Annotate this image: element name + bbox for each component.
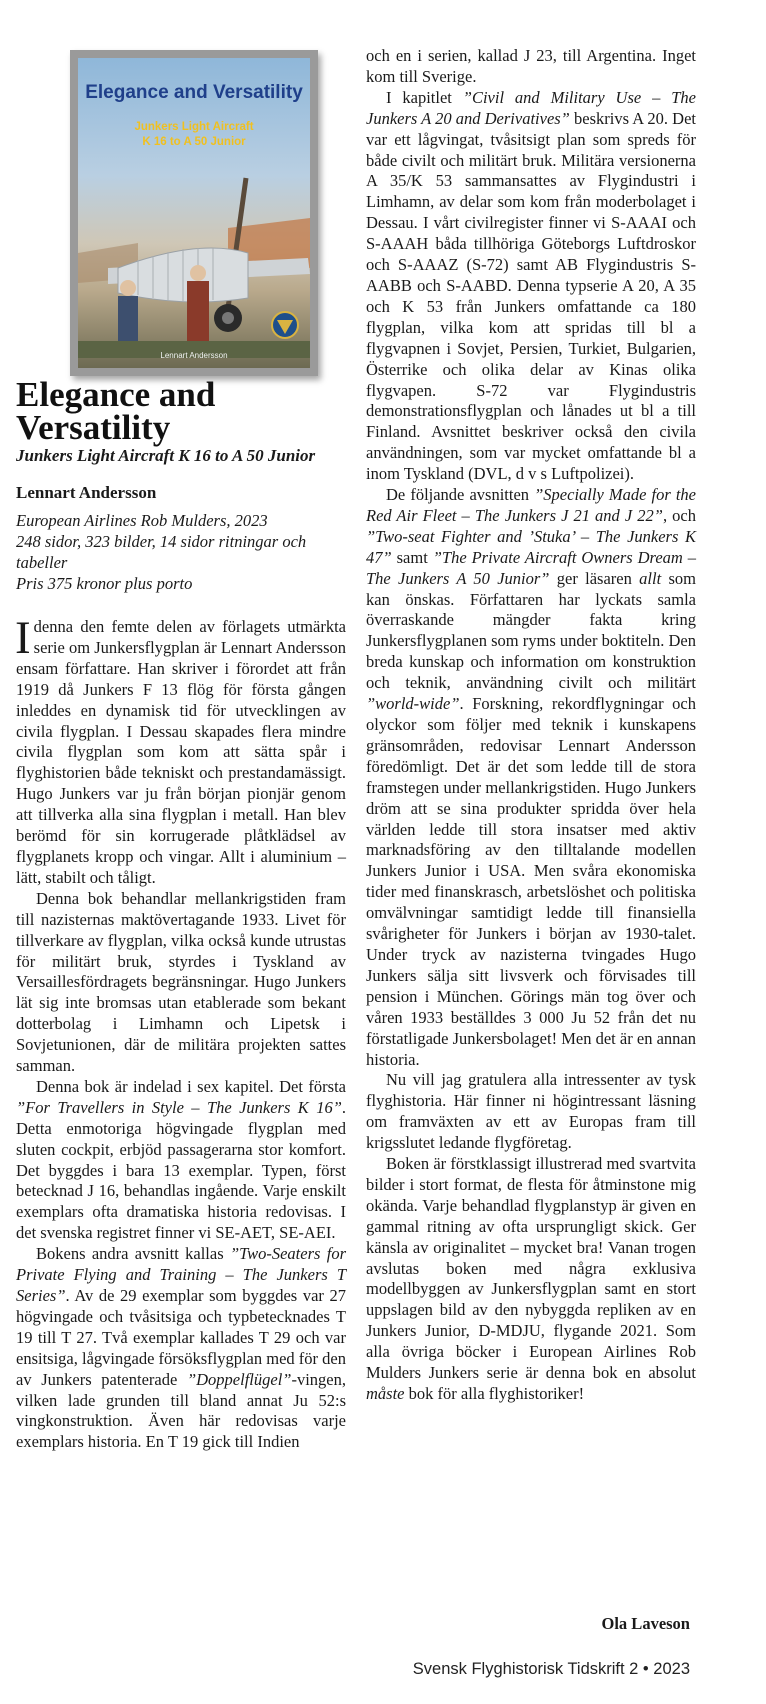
review-title-line2: Versatility [16, 408, 171, 447]
price: Pris 375 kronor plus porto [16, 574, 193, 593]
extent: 248 sidor, 323 bilder, 14 sidor ritningar och tabeller [16, 532, 307, 572]
paragraph: Boken är förstklassigt illustrerad med svartvita bilder i stort format, de flesta för åtminstone mig okända. Varje behandlad flygplanstyp är given en gammal ritning av ofta ursprungligt skick. Ger känsla av originalitet – mycket bra! Vanan trogen avslutas boken med några exklusiva modellbyggen av Junkersflygplan samt en stort uppslagen bild av den nybyggda repliken av en Junkers Junior, D-MDJU, flygande 2021. Som alla övriga böcker i European Airlines Rob Mulders Junkers serie är denna bok en absolut måste bok för alla flyghistoriker! [366, 1154, 696, 1403]
review-author: Lennart Andersson [16, 483, 157, 502]
review-title-line1: Elegance and [16, 375, 216, 414]
book-cover-image [70, 50, 318, 376]
junkers-emblem-icon [270, 310, 300, 340]
paragraph: De följande avsnitten ”Specially Made for the Red Air Fleet – The Junkers J 21 and J 22”, och ”Two-seat Fighter and ’Stuka’ – The Junkers K 47” samt ”The Private Aircraft Owners Dream – The Junkers A 50 Junior” ger läsaren allt som kan önskas. Författaren har lyckats samla överraskande mängder fakta kring Junkersflygplanen som ryms under boktiteln. Den breda kunskap och information om konstruktion och teknik, användning civilt och militärt ”world-wide”. Forskning, rekordflygningar och olyckor som följer med teknik i kunskapens gränsområden, redovisar Lennart Andersson föredömligt. Det är det som ledde till de stora framstegen under mellankrigstiden. Hugo Junkers dröm att se sina produkter spridda över hela världen ledde till stora insatser med aktiv marknadsföring av den tilltalande modellen Junkers Junior i USA. Men svåra ekonomiska tider med finanskrasch, arbetslöshet och politiska omvälvningar samtidigt ledde till finansiella svårigheter för Junkers i början av 1930-talet. Under tryck av nazisterna tvingades Hugo Junkers sälja sitt livsverk och förvisades till pension i München. Görings män tog över och våren 1933 beställdes 3 000 Ju 52 från det nu förstatligade Junkersbolaget! Men det är en annan historia. [366, 485, 696, 1069]
cover-subtitle-line1: Junkers Light Aircraft [134, 121, 254, 133]
paragraph: Bokens andra avsnitt kallas ”Two-Seaters for Private Flying and Training – The Junkers T Series”. Av de 29 exemplar som byggdes var 27 högvingade och tvåsitsiga och typbetecknades T 19 till T 27. Två exemplar kallades T 29 och var ensitsiga, lågvingade försöksflygplan med för den av Junkers patenterade ”Doppelflügel”-vingen, vilken lade grunden till bland annat Ju 52:s vingkonstruktion. Även här redovisas varje exemplars historia. En T 19 gick till Indien [16, 1244, 346, 1452]
paragraph: Nu vill jag gratulera alla intressenter av tysk flyghistoria. Här finner ni högintressant läsning om framväxten av ett av Europas fram till krigsslutet ledande flygföretag. [366, 1070, 696, 1153]
body-column-left [15, 612, 346, 1453]
body-column-right [366, 46, 696, 1405]
paragraph: och en i serien, kallad J 23, till Argentina. Inget kom till Sverige. [366, 46, 696, 86]
paragraph: Denna bok behandlar mellankrigstiden fram till nazisternas maktövertagande 1933. Livet för tillverkare av flygplan, vilka också kunde utrustas för militärt bruk, styrdes i Tyskland av Versaillesfördragets begränsningar. Hugo Junkers lät sig inte bromsas utan etablerade som bekant dotterbolag i Limhamn och Lipetsk i Sovjetunionen, där de militära projekten sattes samman. [16, 888, 346, 1076]
publisher: European Airlines Rob Mulders, 2023 [16, 511, 268, 530]
paragraph: I kapitlet ”Civil and Military Use – The Junkers A 20 and Derivatives” beskrivs A 20. Det var ett lågvingat, tvåsitsigt plan som spreds för både civilt och militärt bruk. Militära versionerna A 35/K 53 sammansattes av Flygindustri i Limhamn, av delar som kom från moderbolaget i Dessau. I vårt civilregister finner vi S-AAAI och S-AAAH båda tillhöriga Göteborgs Luftdroskor och S-AAAZ (S-72) samt AB Flygindustris S-AABB och S-AABD. Denna typserie A 20, A 35 och K 53 från Junkers omfattande ca 180 flygplan, vilka kom att spridas till bl a flygvapnen i Sovjet, Persien, Turkiet, Bulgarien, Österrike och olika delar av Kinas olika flygvapen. S-72 var Flygindustris demonstrationsflygplan och lånades ut bl a till Finland. Avsnittet beskriver också den civila användningen, som var mycket omfattande bl a inom Tyskland (DVL, d v s Luftpolizei). [366, 87, 697, 484]
cover-author: Lennart Andersson [160, 351, 228, 360]
cover-title: Elegance and Versatility [85, 82, 303, 103]
cover-subtitle [78, 120, 310, 150]
paragraph: Denna bok är indelad i sex kapitel. Det första ”For Travellers in Style – The Junkers K 16”. Detta enmotoriga högvingade flygplan med sluten cockpit, erbjöd passagerarna stor komfort. Det byggdes i bara 13 exemplar. Typen, först betecknad J 16, behandlas ingående. Varje enskilt exemplars ofta dramatiska historia redovisas. I det svenska registret finner vi SE-AET, SE-AEI. [16, 1076, 346, 1243]
review-subtitle: Junkers Light Aircraft K 16 to A 50 Junior [16, 446, 316, 465]
reviewer-signature: Ola Laveson [601, 1614, 690, 1633]
review-title [16, 375, 346, 447]
cover-subtitle-line2: K 16 to A 50 Junior [142, 136, 246, 148]
page-footer: Svensk Flyghistorisk Tidskrift 2 • 2023 [412, 1660, 690, 1678]
paragraph: Idenna den femte delen av förlagets utmärkta serie om Junkersflygplan är Lennart Andersson ensam författare. Han skriver i förordet att från 1919 då Junkers F 13 flög för första gången inleddes en dynamisk tid för utvecklingen av civila flygplan. I Dessau skapades flera mindre civila flygplan som kom att sätta spår i flyghistorien både tekniskt och prestandamässigt. Hugo Junkers var ju från början pionjär genom att tillverka alla sina flygplan i metall. Han blev berömd för sin korrugerade plåtklädsel av flygplanets kropp och vingar. Allt i aluminium – lätt, stabilt och tåligt. [15, 612, 346, 887]
drop-cap: I [15, 612, 31, 664]
publication-details [16, 510, 346, 594]
